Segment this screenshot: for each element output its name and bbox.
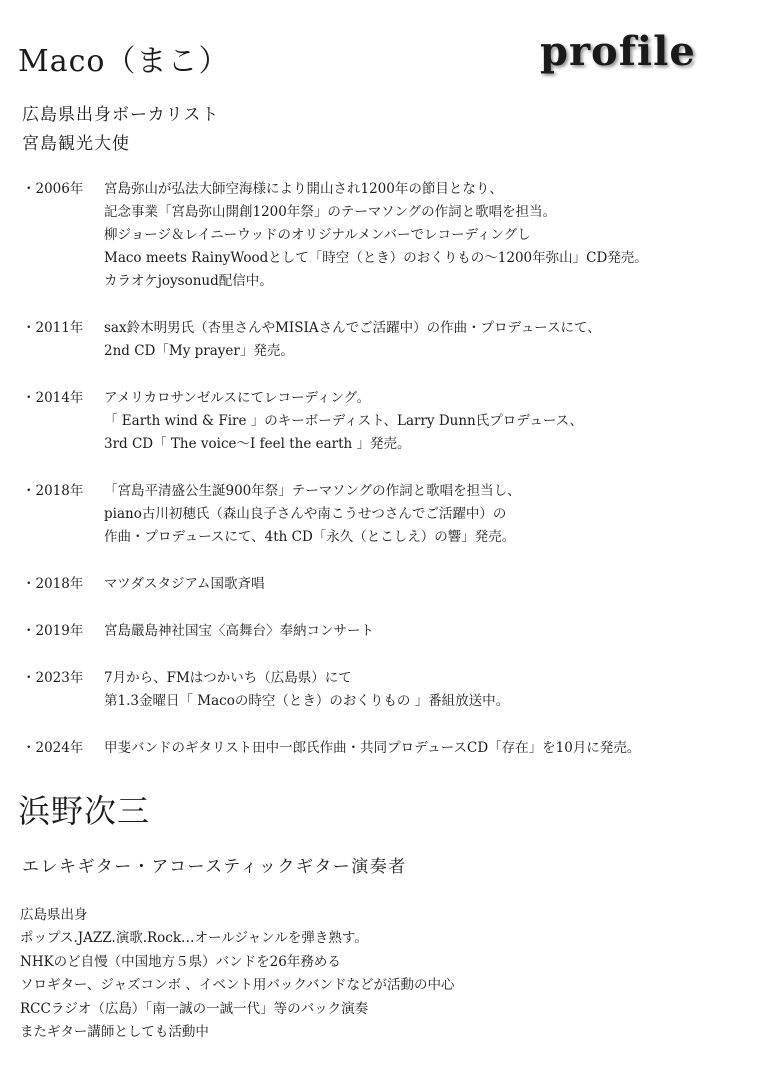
- timeline-line: 2nd CD「My prayer」発売。: [104, 343, 294, 359]
- timeline-year: ・2018年: [22, 483, 84, 499]
- timeline-year: ・2018年: [22, 576, 84, 592]
- timeline-year: ・2023年: [22, 670, 84, 686]
- bio-line: ポップス.JAZZ.演歌.Rock…オールジャンルを弾き熟す。: [20, 930, 368, 947]
- timeline-line: sax鈴木明男氏（杏里さんやMISIAさんでご活躍中）の作曲・プロデュースにて、: [104, 320, 601, 336]
- timeline-entry: [22, 480, 762, 549]
- timeline-year: ・2006年: [22, 181, 84, 197]
- timeline-year: ・2019年: [22, 623, 84, 639]
- career-timeline: [22, 178, 762, 784]
- timeline-line: 「 Earth wind & Fire 」のキーボーディスト、Larry Dunn氏プロデュース、: [104, 413, 584, 429]
- timeline-entry: [22, 387, 762, 456]
- timeline-line: 甲斐バンドのギタリスト田中一郎氏作曲・共同プロデュースCD「存在」を10月に発売。: [104, 740, 641, 756]
- bio-line: 広島県出身: [20, 907, 88, 923]
- timeline-entry: [22, 667, 762, 713]
- timeline-line: 7月から、FMはつかいち（広島県）にて: [104, 670, 352, 686]
- guitarist-name: 浜野次三: [18, 792, 151, 830]
- timeline-entry: [22, 737, 762, 760]
- guitarist-role: エレキギター・アコースティックギター演奏者: [22, 857, 407, 877]
- timeline-line: 「宮島平清盛公生誕900年祭」テーマソングの作詞と歌唱を担当し、: [104, 483, 521, 499]
- profile-heading: profile: [540, 28, 696, 75]
- bio-line: またギター講師としても活動中: [20, 1024, 209, 1041]
- artist-ambassador-title: 宮島観光大使: [22, 134, 130, 154]
- timeline-line: 第1.3金曜日「 Macoの時空（とき）のおくりもの 」番組放送中。: [104, 693, 510, 709]
- timeline-line: 作曲・プロデュースにて、4th CD「永久（とこしえ）の響」発売。: [104, 529, 516, 545]
- bio-line: ソロギター、ジャズコンボ 、イベント用バックバンドなどが活動の中心: [20, 977, 455, 994]
- artist-name: Maco（まこ）: [18, 44, 230, 79]
- timeline-entry: [22, 573, 762, 596]
- timeline-line: Maco meets RainyWoodとして「時空（とき）のおくりもの〜1200年弥山」CD発売。: [104, 250, 648, 266]
- timeline-line: 宮島弥山が弘法大師空海様により開山され1200年の節目となり、: [104, 181, 503, 197]
- timeline-line: piano古川初穂氏（森山良子さんや南こうせつさんでご活躍中）の: [104, 506, 507, 522]
- timeline-year: ・2014年: [22, 390, 84, 406]
- timeline-line: 記念事業「宮島弥山開創1200年祭」のテーマソングの作詞と歌唱を担当。: [104, 204, 557, 220]
- timeline-line: マツダスタジアム国歌斉唱: [104, 576, 265, 592]
- timeline-year: ・2024年: [22, 740, 84, 756]
- timeline-entry: [22, 620, 762, 643]
- timeline-entry: [22, 317, 762, 363]
- guitarist-bio: [20, 904, 455, 1044]
- timeline-line: アメリカロサンゼルスにてレコーディング。: [104, 390, 371, 406]
- timeline-line: 3rd CD「 The voice〜I feel the earth 」発売。: [104, 436, 411, 452]
- artist-origin: 広島県出身ボーカリスト: [22, 105, 220, 125]
- timeline-line: カラオケjoysonud配信中。: [104, 273, 273, 289]
- bio-line: NHKのど自慢（中国地方５県）バンドを26年務める: [20, 953, 341, 970]
- timeline-entry: [22, 178, 762, 293]
- bio-line: RCCラジオ（広島）「南一誠の一誠一代」等のバック演奏: [20, 1000, 369, 1017]
- timeline-year: ・2011年: [22, 320, 84, 336]
- timeline-line: 柳ジョージ＆レイニーウッドのオリジナルメンバーでレコーディングし: [104, 227, 531, 243]
- timeline-line: 宮島嚴島神社国宝〈高舞台〉奉納コンサート: [104, 623, 374, 639]
